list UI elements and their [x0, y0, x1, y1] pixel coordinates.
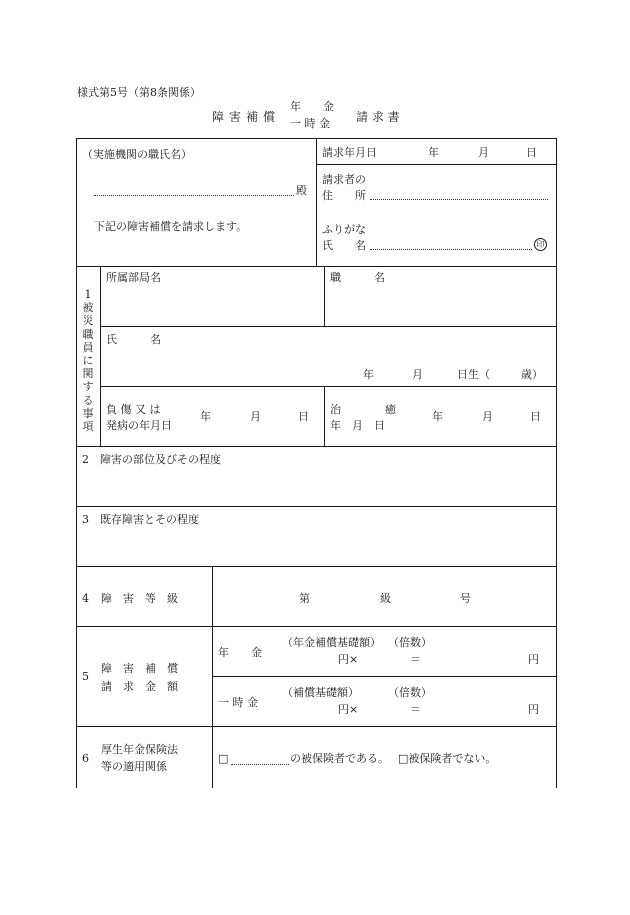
institution-blank[interactable]	[94, 195, 294, 196]
insured-text: の被保険者である。	[290, 752, 389, 765]
birth-year-unit: 年	[363, 368, 374, 381]
insurance-type-field[interactable]	[231, 764, 289, 765]
injury-label-2: 発病の年月日	[106, 419, 172, 432]
request-month-unit: 月	[478, 146, 489, 159]
victim-name-label: 氏 名	[106, 333, 161, 346]
address-field[interactable]	[370, 199, 548, 200]
institution-label: （実施機関の職氏名）	[82, 148, 192, 161]
ichiji-equals: ＝	[410, 703, 421, 716]
cure-month-unit: 月	[482, 410, 493, 423]
section5-label-1: 障 害 補 償	[101, 662, 178, 675]
ichiji-yen: 円	[528, 703, 539, 716]
request-year-unit: 年	[428, 146, 439, 159]
title-nenkin: 年 金	[290, 100, 334, 113]
section3-label: 3 既存障害とその程度	[82, 513, 199, 526]
address-label-1: 請求者の	[322, 173, 366, 186]
age-unit: 歳）	[521, 368, 543, 381]
section5-num: 5	[82, 670, 89, 683]
section1-vertical-label: 1被災職員に関する事項	[82, 288, 94, 434]
grade-kyu: 級	[380, 592, 391, 605]
nenkin-equals: ＝	[410, 653, 421, 666]
section6-label-1: 厚生年金保険法	[101, 743, 178, 756]
ichiji-yen-times: 円×	[338, 703, 359, 716]
injury-year-unit: 年	[200, 410, 211, 423]
section4-num: 4	[82, 592, 89, 605]
job-label: 職 名	[330, 271, 385, 284]
cure-label-1: 治 癒	[330, 403, 396, 416]
name-label: 氏 名	[322, 239, 366, 252]
cure-label-2: 年 月 日	[330, 419, 385, 432]
ichiji-basis-label: （補償基礎額）	[282, 686, 359, 699]
nenkin-yen: 円	[528, 653, 539, 666]
birth-day-unit: 日生（	[457, 368, 490, 381]
seal-icon: 印	[534, 238, 547, 251]
applicant-name-field[interactable]	[370, 249, 532, 250]
dept-label: 所属部局名	[106, 271, 161, 284]
cure-year-unit: 年	[432, 410, 443, 423]
request-day-unit: 日	[526, 146, 537, 159]
grade-go: 号	[460, 592, 471, 605]
dono-text: 殿	[296, 184, 307, 197]
nenkin-yen-times: 円×	[338, 653, 359, 666]
furigana-label: ふりがな	[322, 223, 366, 236]
title-suffix: 請 求 書	[356, 110, 400, 124]
section6-label-2: 等の適用関係	[101, 760, 167, 773]
request-text: 下記の障害補償を請求します。	[94, 220, 248, 233]
nenkin-basis-label: （年金補償基礎額）	[282, 636, 381, 649]
injury-day-unit: 日	[298, 410, 309, 423]
section4-label: 障 害 等 級	[101, 592, 178, 605]
section5-label-2: 請 求 金 額	[101, 680, 178, 693]
cure-day-unit: 日	[530, 410, 541, 423]
grade-dai: 第	[299, 592, 310, 605]
nenkin-multiplier-label: （倍数）	[388, 636, 432, 649]
ichiji-multiplier-label: （倍数）	[388, 686, 432, 699]
insured-checkbox[interactable]: □	[218, 752, 229, 765]
title-ichiji: 一 時 金	[290, 117, 330, 130]
nenkin-label: 年 金	[218, 646, 262, 659]
request-date-label: 請求年月日	[322, 146, 377, 159]
birth-month-unit: 月	[412, 368, 423, 381]
section6-num: 6	[82, 752, 89, 765]
injury-label-1: 負 傷 又 は	[106, 403, 161, 416]
title-main: 障害補償	[212, 110, 281, 124]
section2-label: 2 障害の部位及びその程度	[82, 453, 221, 466]
injury-month-unit: 月	[250, 410, 261, 423]
ichiji-label: 一 時 金	[218, 696, 258, 709]
form-number: 様式第5号（第8条関係）	[77, 86, 201, 99]
not-insured-option[interactable]: □被保険者でない。	[398, 752, 497, 765]
address-label-2: 住 所	[322, 189, 366, 202]
